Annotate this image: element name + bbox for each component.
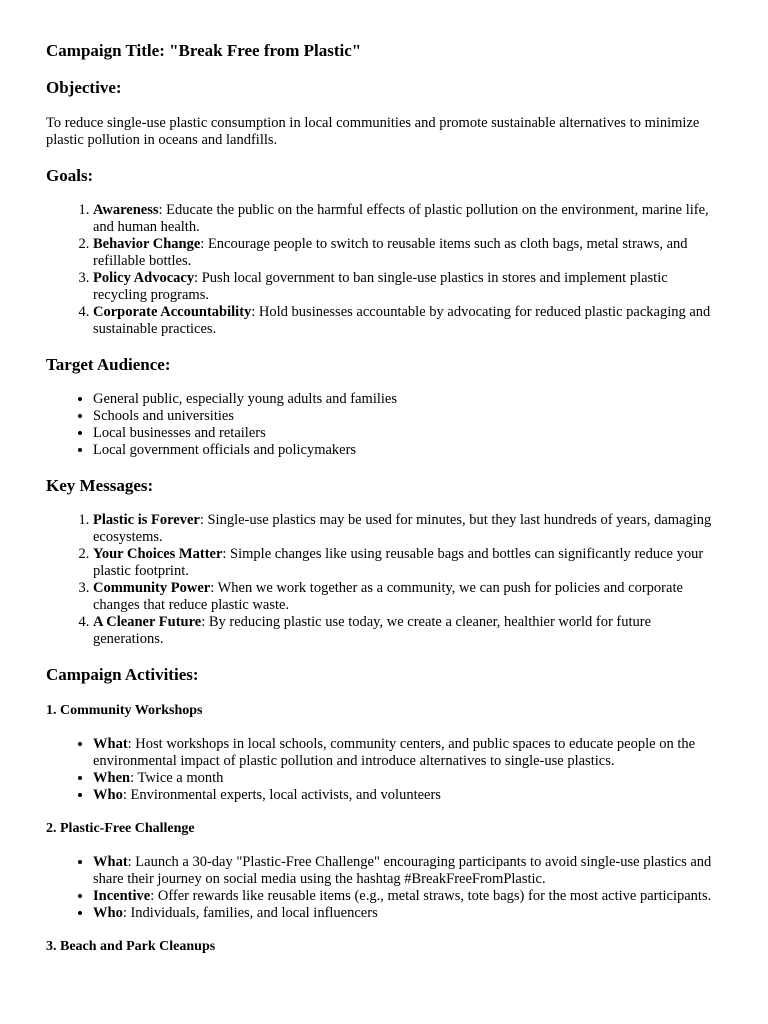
- challenge-item: [93, 854, 722, 888]
- goal-item: [93, 202, 722, 236]
- workshops-list: [46, 736, 722, 804]
- workshop-term: What: [93, 736, 128, 752]
- audience-item: • Schools and universities: [93, 408, 722, 425]
- goal-text: : Educate the public on the harmful effects of plastic pollution on the environment, marine life, and human health.: [93, 202, 709, 235]
- message-text: : When we work together as a community, we can push for policies and corporate changes that reduce plastic waste.: [93, 580, 683, 613]
- objective-text: To reduce single-use plastic consumption in local communities and promote sustainable alternatives to minimize plastic pollution in oceans and landfills.: [46, 115, 700, 148]
- workshop-item: [93, 770, 722, 787]
- goals-list: [46, 202, 722, 338]
- workshops-heading: 1. Community Workshops: [46, 703, 203, 718]
- challenge-term: Incentive: [93, 888, 151, 904]
- campaign-title: Campaign Title: "Break Free from Plastic": [46, 41, 362, 60]
- goal-text: : Push local government to ban single-use plastics in stores and implement plastic recycling programs.: [93, 270, 668, 303]
- cleanups-heading: 3. Beach and Park Cleanups: [46, 939, 216, 954]
- message-item: [93, 580, 722, 614]
- challenge-term: What: [93, 854, 128, 870]
- workshop-item: [93, 787, 722, 804]
- messages-heading: Key Messages:: [46, 476, 154, 495]
- audience-item: • Local government officials and policymakers: [93, 442, 722, 459]
- objective-heading: Objective:: [46, 78, 122, 97]
- challenge-list: [46, 854, 722, 922]
- goal-text: : Hold businesses accountable by advocating for reduced plastic packaging and sustainable practices.: [93, 304, 711, 337]
- message-item: [93, 512, 722, 546]
- audience-heading: Target Audience:: [46, 355, 171, 374]
- activities-heading: Campaign Activities:: [46, 665, 199, 684]
- challenge-text: : Individuals, families, and local influencers: [122, 905, 378, 921]
- message-text: : Simple changes like using reusable bags and bottles can significantly reduce your plastic footprint.: [93, 546, 704, 579]
- workshop-item: [93, 736, 722, 770]
- challenge-term: Who: [93, 905, 123, 921]
- workshop-term: When: [93, 770, 131, 786]
- challenge-item: [93, 888, 722, 905]
- workshop-text: : Twice a month: [130, 770, 224, 786]
- message-term: Plastic is Forever: [93, 512, 200, 528]
- message-term: Community Power: [93, 580, 211, 596]
- workshop-text: : Environmental experts, local activists, and volunteers: [122, 787, 441, 803]
- goals-heading: Goals:: [46, 166, 94, 185]
- challenge-heading: 2. Plastic-Free Challenge: [46, 821, 195, 836]
- audience-item: • Local businesses and retailers: [93, 425, 722, 442]
- goal-term: Corporate Accountability: [93, 304, 252, 320]
- challenge-text: : Launch a 30-day "Plastic-Free Challenge" encouraging participants to avoid single-use plastics and share their journey on social media using the hashtag #BreakFreeFromPlastic.: [93, 854, 712, 887]
- workshop-term: Who: [93, 787, 123, 803]
- message-term: A Cleaner Future: [93, 614, 202, 630]
- audience-item: • General public, especially young adults and families: [93, 391, 722, 408]
- message-item: [93, 614, 722, 648]
- messages-list: [46, 512, 722, 648]
- goal-item: [93, 270, 722, 304]
- goal-item: [93, 304, 722, 338]
- goal-term: Policy Advocacy: [93, 270, 195, 286]
- workshop-text: : Host workshops in local schools, community centers, and public spaces to educate people on the environmental impact of plastic pollution and introduce alternatives to single-use plastics.: [93, 736, 696, 769]
- audience-list: [46, 391, 722, 459]
- message-text: : By reducing plastic use today, we create a cleaner, healthier world for future generations.: [93, 614, 652, 647]
- goal-item: [93, 236, 722, 270]
- message-term: Your Choices Matter: [93, 546, 223, 562]
- challenge-text: : Offer rewards like reusable items (e.g., metal straws, tote bags) for the most active participants.: [150, 888, 712, 904]
- goal-term: Behavior Change: [93, 236, 201, 252]
- message-item: [93, 546, 722, 580]
- goal-term: Awareness: [93, 202, 159, 218]
- message-text: : Single-use plastics may be used for minutes, but they last hundreds of years, damaging ecosystems.: [93, 512, 712, 545]
- goal-text: : Encourage people to switch to reusable items such as cloth bags, metal straws, and refillable bottles.: [93, 236, 688, 269]
- challenge-item: [93, 905, 722, 922]
